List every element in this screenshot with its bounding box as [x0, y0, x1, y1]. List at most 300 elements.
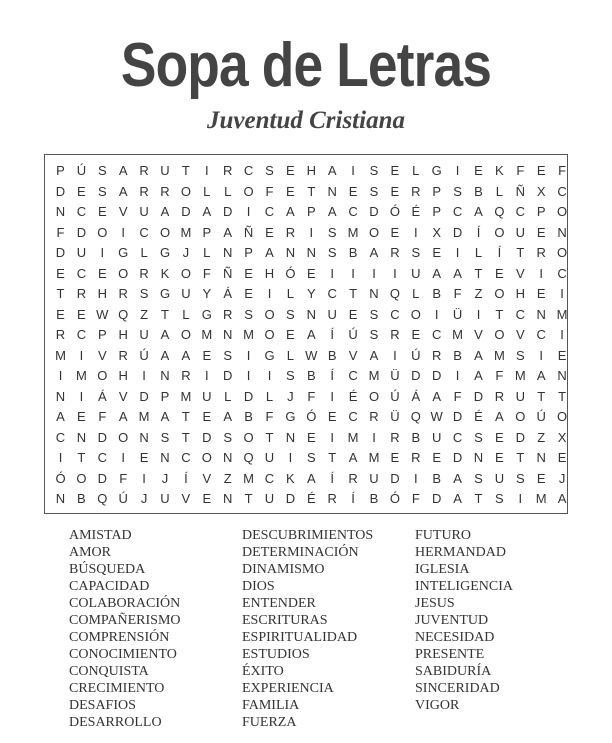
grid-letter[interactable]: A [453, 265, 462, 281]
grid-letter[interactable]: Ñ [515, 183, 525, 199]
grid-letter[interactable]: O [557, 245, 568, 260]
grid-letter[interactable]: Y [306, 286, 316, 301]
grid-letter[interactable]: A [327, 163, 337, 178]
grid-letter[interactable]: I [330, 429, 334, 445]
grid-letter[interactable]: Ó [55, 470, 66, 486]
grid-letter[interactable]: E [432, 245, 442, 260]
grid-letter[interactable]: I [539, 347, 543, 363]
grid-letter[interactable]: M [535, 491, 547, 506]
grid-letter[interactable]: I [142, 470, 146, 486]
grid-letter[interactable]: E [244, 286, 253, 301]
grid-letter[interactable]: D [55, 245, 66, 260]
grid-letter[interactable]: I [204, 368, 209, 383]
grid-letter[interactable]: H [118, 327, 128, 342]
grid-letter[interactable]: O [264, 306, 275, 322]
grid-letter[interactable]: C [139, 224, 149, 240]
grid-letter[interactable]: U [515, 224, 525, 240]
grid-letter[interactable]: Z [223, 470, 232, 486]
grid-letter[interactable]: E [286, 163, 295, 178]
grid-letter[interactable]: A [432, 388, 442, 404]
grid-letter[interactable]: C [264, 470, 275, 486]
grid-letter[interactable]: X [432, 224, 442, 240]
grid-letter[interactable]: Q [410, 409, 421, 424]
grid-letter[interactable]: C [452, 429, 463, 445]
grid-letter[interactable]: I [246, 347, 251, 363]
grid-letter[interactable]: Ú [536, 409, 546, 424]
grid-letter[interactable]: M [493, 347, 505, 363]
grid-letter[interactable]: I [288, 450, 293, 465]
grid-letter[interactable]: C [348, 409, 358, 424]
grid-letter[interactable]: A [474, 204, 483, 219]
grid-letter[interactable]: O [118, 429, 129, 445]
grid-letter[interactable]: E [495, 265, 504, 281]
grid-letter[interactable]: D [452, 450, 463, 465]
grid-letter[interactable]: E [77, 306, 86, 322]
grid-letter[interactable]: G [201, 306, 212, 322]
grid-letter[interactable]: Z [537, 429, 546, 445]
grid-letter[interactable]: E [557, 450, 567, 465]
grid-letter[interactable]: R [160, 183, 170, 199]
grid-letter[interactable]: U [515, 388, 525, 404]
grid-letter[interactable]: N [285, 245, 296, 260]
grid-letter[interactable]: O [515, 409, 526, 424]
grid-letter[interactable]: J [161, 470, 169, 486]
grid-letter[interactable]: I [560, 327, 564, 342]
grid-letter[interactable]: M [556, 306, 568, 322]
grid-letter[interactable]: O [97, 368, 108, 383]
grid-letter[interactable]: V [515, 265, 525, 281]
grid-letter[interactable]: G [159, 286, 171, 301]
grid-letter[interactable]: M [368, 368, 380, 383]
grid-letter[interactable]: N [76, 429, 87, 445]
grid-letter[interactable]: O [118, 265, 129, 281]
grid-letter[interactable]: X [557, 429, 567, 445]
grid-letter[interactable]: A [306, 327, 316, 342]
grid-letter[interactable]: R [348, 470, 358, 486]
grid-letter[interactable]: D [139, 388, 149, 404]
grid-letter[interactable]: E [139, 450, 149, 465]
grid-letter[interactable]: D [222, 204, 233, 219]
grid-letter[interactable]: C [327, 286, 337, 301]
grid-letter[interactable]: I [79, 347, 84, 363]
grid-letter[interactable]: T [56, 286, 65, 301]
grid-letter[interactable]: B [77, 491, 86, 506]
grid-letter[interactable]: Y [202, 286, 212, 301]
grid-letter[interactable]: C [97, 450, 107, 465]
grid-letter[interactable]: M [452, 327, 464, 342]
grid-letter[interactable]: Z [474, 286, 483, 301]
grid-letter[interactable]: C [76, 327, 87, 342]
grid-letter[interactable]: T [474, 491, 483, 506]
grid-letter[interactable]: E [306, 429, 316, 445]
grid-letter[interactable]: O [368, 224, 380, 240]
grid-letter[interactable]: N [55, 388, 66, 404]
grid-letter[interactable]: I [393, 347, 397, 363]
grid-letter[interactable]: I [330, 388, 334, 404]
grid-letter[interactable]: O [557, 409, 568, 424]
grid-letter[interactable]: I [434, 306, 439, 322]
grid-letter[interactable]: O [410, 306, 421, 322]
grid-letter[interactable]: D [181, 204, 191, 219]
grid-letter[interactable]: I [413, 470, 418, 486]
grid-letter[interactable]: O [180, 183, 191, 199]
grid-letter[interactable]: N [55, 491, 66, 506]
grid-letter[interactable]: A [327, 204, 337, 219]
grid-letter[interactable]: I [58, 368, 63, 383]
grid-letter[interactable]: P [56, 163, 65, 178]
grid-letter[interactable]: I [58, 450, 63, 465]
grid-letter[interactable]: A [557, 491, 567, 506]
grid-letter[interactable]: L [286, 347, 294, 363]
grid-letter[interactable]: I [246, 368, 251, 383]
grid-letter[interactable]: R [411, 183, 421, 199]
grid-letter[interactable]: I [330, 265, 334, 281]
grid-letter[interactable]: I [560, 286, 564, 301]
grid-letter[interactable]: M [514, 368, 526, 383]
grid-letter[interactable]: F [307, 388, 316, 404]
grid-letter[interactable]: Ñ [222, 265, 233, 281]
grid-letter[interactable]: T [77, 450, 86, 465]
grid-letter[interactable]: E [390, 450, 400, 465]
grid-letter[interactable]: C [557, 183, 567, 199]
grid-letter[interactable]: U [181, 286, 191, 301]
grid-letter[interactable]: A [474, 368, 483, 383]
grid-letter[interactable]: M [347, 429, 359, 445]
grid-letter[interactable]: N [536, 450, 546, 465]
grid-letter[interactable]: C [452, 204, 463, 219]
grid-letter[interactable]: A [118, 163, 128, 178]
grid-letter[interactable]: O [159, 224, 171, 240]
grid-letter[interactable]: S [495, 491, 504, 506]
grid-letter[interactable]: H [97, 286, 107, 301]
grid-letter[interactable]: E [286, 327, 295, 342]
grid-letter[interactable]: Á [97, 388, 107, 404]
grid-letter[interactable]: V [118, 388, 128, 404]
grid-letter[interactable]: E [327, 409, 337, 424]
grid-letter[interactable]: Q [494, 204, 505, 219]
grid-letter[interactable]: E [265, 224, 274, 240]
grid-letter[interactable]: T [181, 163, 190, 178]
grid-letter[interactable]: T [558, 388, 567, 404]
grid-letter[interactable]: P [97, 327, 107, 342]
grid-letter[interactable]: K [495, 163, 504, 178]
grid-letter[interactable]: B [306, 368, 316, 383]
grid-letter[interactable]: E [202, 347, 212, 363]
grid-letter[interactable]: N [160, 368, 170, 383]
grid-letter[interactable]: U [160, 163, 170, 178]
grid-letter[interactable]: R [118, 286, 128, 301]
grid-letter[interactable]: T [244, 491, 253, 506]
grid-letter[interactable]: E [202, 491, 212, 506]
grid-letter[interactable]: A [223, 409, 233, 424]
grid-letter[interactable]: P [244, 245, 253, 260]
grid-letter[interactable]: D [390, 470, 400, 486]
grid-letter[interactable]: S [265, 163, 274, 178]
grid-letter[interactable]: Q [118, 306, 129, 322]
grid-letter[interactable]: R [327, 491, 337, 506]
grid-letter[interactable]: A [160, 347, 170, 363]
grid-letter[interactable]: I [393, 265, 397, 281]
grid-letter[interactable]: F [265, 409, 274, 424]
grid-letter[interactable]: A [160, 327, 170, 342]
grid-letter[interactable]: N [222, 450, 233, 465]
grid-letter[interactable]: E [390, 163, 400, 178]
grid-letter[interactable]: Á [411, 388, 421, 404]
grid-letter[interactable]: Í [476, 224, 481, 240]
grid-letter[interactable]: O [557, 204, 568, 219]
grid-letter[interactable]: A [369, 245, 379, 260]
grid-letter[interactable]: R [369, 409, 379, 424]
grid-letter[interactable]: T [307, 183, 316, 199]
grid-letter[interactable]: V [348, 347, 358, 363]
grid-letter[interactable]: L [203, 245, 211, 260]
grid-letter[interactable]: I [246, 204, 251, 219]
grid-letter[interactable]: M [368, 450, 380, 465]
grid-letter[interactable]: C [557, 265, 567, 281]
grid-letter[interactable]: S [474, 429, 483, 445]
grid-letter[interactable]: R [139, 265, 149, 281]
grid-letter[interactable]: R [411, 450, 421, 465]
grid-letter[interactable]: I [351, 265, 355, 281]
grid-letter[interactable]: E [77, 183, 86, 199]
grid-letter[interactable]: E [77, 409, 86, 424]
grid-letter[interactable]: N [55, 204, 66, 219]
grid-letter[interactable]: A [495, 409, 504, 424]
grid-letter[interactable]: S [223, 347, 233, 363]
grid-letter[interactable]: A [160, 409, 170, 424]
grid-letter[interactable]: S [223, 429, 233, 445]
grid-letter[interactable]: A [181, 347, 191, 363]
grid-letter[interactable]: B [432, 470, 442, 486]
grid-letter[interactable]: U [494, 470, 505, 486]
grid-letter[interactable]: D [202, 429, 212, 445]
grid-letter[interactable]: I [372, 265, 376, 281]
grid-letter[interactable]: A [118, 183, 128, 199]
grid-letter[interactable]: N [306, 245, 316, 260]
grid-letter[interactable]: D [243, 388, 254, 404]
grid-letter[interactable]: U [264, 450, 275, 465]
grid-letter[interactable]: N [327, 183, 337, 199]
grid-letter[interactable]: N [557, 368, 567, 383]
grid-letter[interactable]: Ó [285, 265, 296, 281]
grid-letter[interactable]: A [160, 204, 170, 219]
grid-letter[interactable]: B [244, 409, 253, 424]
grid-letter[interactable]: C [348, 368, 358, 383]
grid-letter[interactable]: O [180, 327, 191, 342]
grid-letter[interactable]: O [494, 286, 505, 301]
grid-letter[interactable]: Ú [76, 163, 87, 178]
grid-letter[interactable]: U [264, 491, 275, 506]
grid-letter[interactable]: Í [497, 245, 502, 260]
grid-letter[interactable]: S [515, 347, 525, 363]
grid-letter[interactable]: T [474, 265, 483, 281]
grid-letter[interactable]: P [202, 224, 212, 240]
grid-letter[interactable]: N [536, 306, 546, 322]
grid-letter[interactable]: R [55, 327, 66, 342]
grid-letter[interactable]: F [558, 163, 567, 178]
grid-letter[interactable]: Ó [306, 409, 317, 424]
grid-letter[interactable]: E [390, 183, 400, 199]
grid-letter[interactable]: K [286, 470, 295, 486]
grid-letter[interactable]: G [431, 163, 442, 178]
grid-letter[interactable]: N [473, 450, 484, 465]
grid-letter[interactable]: G [118, 245, 129, 260]
grid-letter[interactable]: P [306, 204, 316, 219]
grid-letter[interactable]: O [264, 327, 275, 342]
grid-letter[interactable]: S [286, 306, 295, 322]
grid-letter[interactable]: U [139, 327, 149, 342]
grid-letter[interactable]: M [180, 388, 192, 404]
grid-letter[interactable]: C [390, 306, 400, 322]
grid-letter[interactable]: U [411, 265, 421, 281]
grid-letter[interactable]: D [285, 491, 296, 506]
grid-letter[interactable]: U [327, 306, 337, 322]
grid-letter[interactable]: R [285, 224, 296, 240]
grid-letter[interactable]: E [536, 163, 546, 178]
grid-letter[interactable]: L [412, 286, 420, 301]
grid-letter[interactable]: T [495, 306, 504, 322]
grid-letter[interactable]: B [474, 183, 483, 199]
grid-letter[interactable]: T [349, 286, 358, 301]
grid-letter[interactable]: E [536, 224, 546, 240]
grid-letter[interactable]: H [515, 286, 525, 301]
grid-letter[interactable]: F [265, 183, 274, 199]
grid-letter[interactable]: R [222, 306, 233, 322]
grid-letter[interactable]: B [327, 347, 337, 363]
grid-letter[interactable]: I [267, 368, 272, 383]
grid-letter[interactable]: C [55, 429, 66, 445]
grid-letter[interactable]: L [474, 245, 483, 260]
grid-letter[interactable]: Ú [411, 347, 421, 363]
grid-letter[interactable]: I [204, 163, 209, 178]
grid-letter[interactable]: S [369, 163, 379, 178]
grid-letter[interactable]: O [180, 265, 191, 281]
grid-letter[interactable]: T [516, 245, 525, 260]
grid-letter[interactable]: M [201, 327, 213, 342]
grid-letter[interactable]: T [181, 409, 190, 424]
grid-letter[interactable]: I [309, 224, 314, 240]
grid-letter[interactable]: L [224, 183, 232, 199]
grid-letter[interactable]: A [306, 470, 316, 486]
grid-letter[interactable]: F [495, 368, 504, 383]
grid-letter[interactable]: Z [140, 306, 149, 322]
grid-letter[interactable]: P [160, 388, 170, 404]
grid-letter[interactable]: B [411, 429, 421, 445]
grid-letter[interactable]: I [455, 163, 460, 178]
grid-letter[interactable]: W [96, 306, 109, 322]
grid-letter[interactable]: V [118, 204, 128, 219]
grid-letter[interactable]: E [474, 163, 483, 178]
grid-letter[interactable]: V [97, 347, 107, 363]
grid-letter[interactable]: S [286, 368, 295, 383]
grid-letter[interactable]: E [306, 265, 316, 281]
grid-letter[interactable]: B [453, 347, 462, 363]
grid-letter[interactable]: C [431, 327, 442, 342]
grid-letter[interactable]: S [369, 306, 379, 322]
grid-letter[interactable]: N [285, 429, 296, 445]
grid-letter[interactable]: D [369, 204, 379, 219]
grid-letter[interactable]: D [452, 409, 463, 424]
grid-letter[interactable]: E [557, 347, 567, 363]
grid-letter[interactable]: R [390, 429, 400, 445]
grid-letter[interactable]: T [265, 429, 274, 445]
grid-letter[interactable]: S [369, 327, 379, 342]
grid-letter[interactable]: E [495, 429, 504, 445]
grid-letter[interactable]: V [515, 327, 525, 342]
grid-letter[interactable]: S [474, 470, 483, 486]
grid-letter[interactable]: C [515, 204, 525, 219]
grid-letter[interactable]: E [286, 183, 295, 199]
grid-letter[interactable]: G [159, 245, 171, 260]
grid-letter[interactable]: U [369, 470, 379, 486]
grid-letter[interactable]: J [287, 388, 294, 404]
grid-letter[interactable]: N [306, 306, 316, 322]
grid-letter[interactable]: F [516, 163, 525, 178]
grid-letter[interactable]: Ó [389, 204, 400, 219]
grid-letter[interactable]: C [264, 204, 275, 219]
grid-letter[interactable]: U [202, 388, 212, 404]
grid-letter[interactable]: Ú [348, 327, 358, 342]
grid-letter[interactable]: É [474, 409, 483, 424]
grid-letter[interactable]: S [160, 429, 170, 445]
grid-letter[interactable]: X [536, 183, 546, 199]
grid-letter[interactable]: O [243, 429, 254, 445]
grid-letter[interactable]: A [453, 470, 462, 486]
grid-letter[interactable]: L [224, 388, 232, 404]
grid-letter[interactable]: D [97, 470, 107, 486]
grid-letter[interactable]: D [473, 388, 484, 404]
grid-letter[interactable]: Ü [452, 306, 463, 322]
grid-letter[interactable]: O [494, 224, 505, 240]
grid-letter[interactable]: Í [351, 491, 355, 506]
grid-letter[interactable]: D [76, 224, 87, 240]
grid-letter[interactable]: Ú [118, 491, 128, 506]
grid-letter[interactable]: E [97, 265, 107, 281]
grid-letter[interactable]: B [369, 491, 379, 506]
grid-letter[interactable]: N [139, 429, 149, 445]
grid-letter[interactable]: I [142, 368, 146, 383]
grid-letter[interactable]: R [390, 245, 400, 260]
grid-letter[interactable]: F [453, 388, 462, 404]
grid-letter[interactable]: A [265, 245, 274, 260]
grid-letter[interactable]: F [98, 409, 107, 424]
grid-letter[interactable]: G [264, 347, 275, 363]
grid-letter[interactable]: J [140, 491, 148, 506]
grid-letter[interactable]: H [264, 265, 275, 281]
grid-letter[interactable]: F [202, 265, 211, 281]
grid-letter[interactable]: H [118, 368, 128, 383]
grid-letter[interactable]: Í [330, 368, 334, 383]
grid-letter[interactable]: I [539, 265, 543, 281]
grid-letter[interactable]: A [56, 409, 65, 424]
grid-letter[interactable]: V [202, 470, 212, 486]
grid-letter[interactable]: N [222, 327, 233, 342]
grid-letter[interactable]: I [121, 224, 125, 240]
grid-letter[interactable]: A [223, 224, 233, 240]
grid-letter[interactable]: W [430, 409, 443, 424]
grid-letter[interactable]: M [138, 409, 150, 424]
grid-letter[interactable]: R [222, 163, 233, 178]
grid-letter[interactable]: E [536, 286, 546, 301]
grid-letter[interactable]: M [347, 224, 359, 240]
grid-letter[interactable]: F [411, 491, 420, 506]
grid-letter[interactable]: S [411, 245, 421, 260]
grid-letter[interactable]: G [285, 409, 296, 424]
grid-letter[interactable]: S [515, 470, 525, 486]
grid-letter[interactable]: U [76, 245, 87, 260]
grid-letter[interactable]: O [97, 224, 108, 240]
grid-letter[interactable]: V [474, 327, 483, 342]
